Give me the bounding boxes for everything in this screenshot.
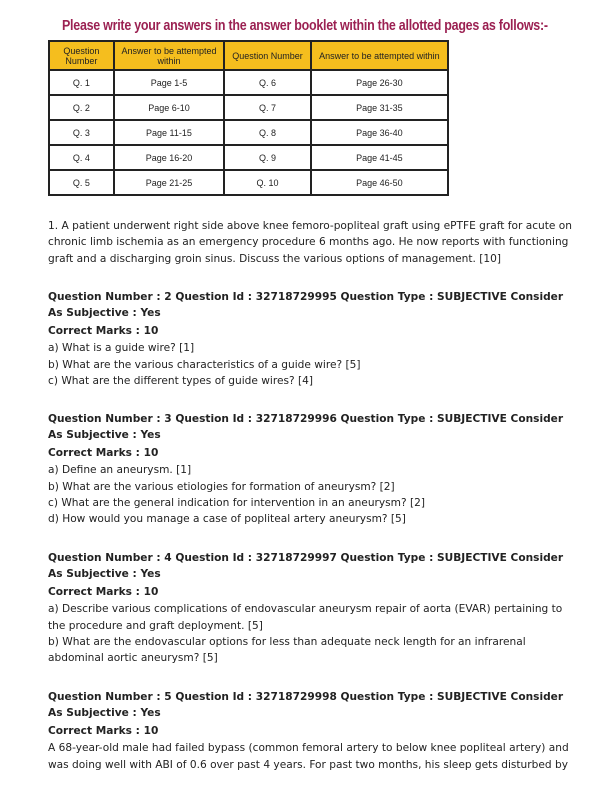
- question-part: b) What are the various characteristics of a guide wire? [5]: [48, 358, 361, 371]
- header-cell: Question Number: [224, 41, 311, 70]
- table-row: [49, 170, 448, 195]
- table-row: [49, 70, 448, 95]
- table-cell: Page 46-50: [311, 170, 448, 195]
- correct-marks: Correct Marks : 10: [48, 446, 159, 459]
- question-block: [48, 550, 573, 667]
- question-header: Question Number : 5 Question Id : 32718729998 Question Type : SUBJECTIVE Consider As Subjective : Yes: [48, 691, 564, 720]
- question-block: [48, 289, 573, 389]
- question-block: [48, 411, 573, 528]
- header-cell: Answer to be attempted within: [114, 41, 224, 70]
- table-cell: Q. 6: [224, 70, 311, 95]
- table-cell: Q. 5: [49, 170, 114, 195]
- table-cell: Page 11-15: [114, 120, 224, 145]
- header-cell: Answer to be attempted within: [311, 41, 448, 70]
- question-part: A 68-year-old male had failed bypass (common femoral artery to below knee popliteal artery) and was doing well with ABI of 0.6 over past 4 years. For past two months, his sleep gets disturbed by: [48, 742, 569, 771]
- table-cell: Q. 3: [49, 120, 114, 145]
- table-cell: Page 21-25: [114, 170, 224, 195]
- question-part: a) Define an aneurysm. [1]: [48, 464, 192, 477]
- correct-marks: Correct Marks : 10: [48, 724, 159, 737]
- table-cell: Q. 7: [224, 95, 311, 120]
- table-cell: Page 1-5: [114, 70, 224, 95]
- question-part: c) What are the different types of guide wires? [4]: [48, 375, 314, 388]
- table-cell: Page 16-20: [114, 145, 224, 170]
- question-part: c) What are the general indication for intervention in an aneurysm? [2]: [48, 497, 425, 510]
- table-cell: Q. 1: [49, 70, 114, 95]
- table-cell: Page 26-30: [311, 70, 448, 95]
- header-cell: Question Number: [49, 41, 114, 70]
- question-block: [48, 689, 573, 773]
- correct-marks: Correct Marks : 10: [48, 324, 159, 337]
- table-cell: Page 41-45: [311, 145, 448, 170]
- table-cell: Q. 9: [224, 145, 311, 170]
- page-allocation-table: [48, 40, 449, 196]
- table-cell: Q. 8: [224, 120, 311, 145]
- table-cell: Page 36-40: [311, 120, 448, 145]
- table-cell: Q. 4: [49, 145, 114, 170]
- table-row: [49, 145, 448, 170]
- table-cell: Q. 2: [49, 95, 114, 120]
- question-header: Question Number : 4 Question Id : 32718729997 Question Type : SUBJECTIVE Consider As Subjective : Yes: [48, 552, 564, 581]
- question-part: b) What are the endovascular options for less than adequate neck length for an infrarenal abdominal aortic aneurysm? [5]: [48, 636, 526, 665]
- table-row: [49, 95, 448, 120]
- question-part: a) What is a guide wire? [1]: [48, 342, 195, 355]
- correct-marks: Correct Marks : 10: [48, 585, 159, 598]
- question-header: Question Number : 3 Question Id : 32718729996 Question Type : SUBJECTIVE Consider As Subjective : Yes: [48, 413, 564, 442]
- question-part: a) Describe various complications of endovascular aneurysm repair of aorta (EVAR) pertaining to the procedure and graft deployment. [5]: [48, 603, 563, 632]
- question-header: Question Number : 2 Question Id : 32718729995 Question Type : SUBJECTIVE Consider As Subjective : Yes: [48, 291, 564, 320]
- table-cell: Q. 10: [224, 170, 311, 195]
- question-part: d) How would you manage a case of popliteal artery aneurysm? [5]: [48, 513, 406, 526]
- instructions-title: Please write your answers in the answer booklet within the allotted pages as follows:-: [62, 18, 548, 34]
- table-cell: Page 31-35: [311, 95, 448, 120]
- table-row: [49, 120, 448, 145]
- table-cell: Page 6-10: [114, 95, 224, 120]
- question-1: 1. A patient underwent right side above knee femoro-popliteal graft using ePTFE graft for acute on chronic limb ischemia as an emergency procedure 6 months ago. He now reports with functioning graft and a discharging groin sinus. Discuss the various options of management. [10]: [48, 220, 572, 265]
- question-part: b) What are the various etiologies for formation of aneurysm? [2]: [48, 480, 395, 493]
